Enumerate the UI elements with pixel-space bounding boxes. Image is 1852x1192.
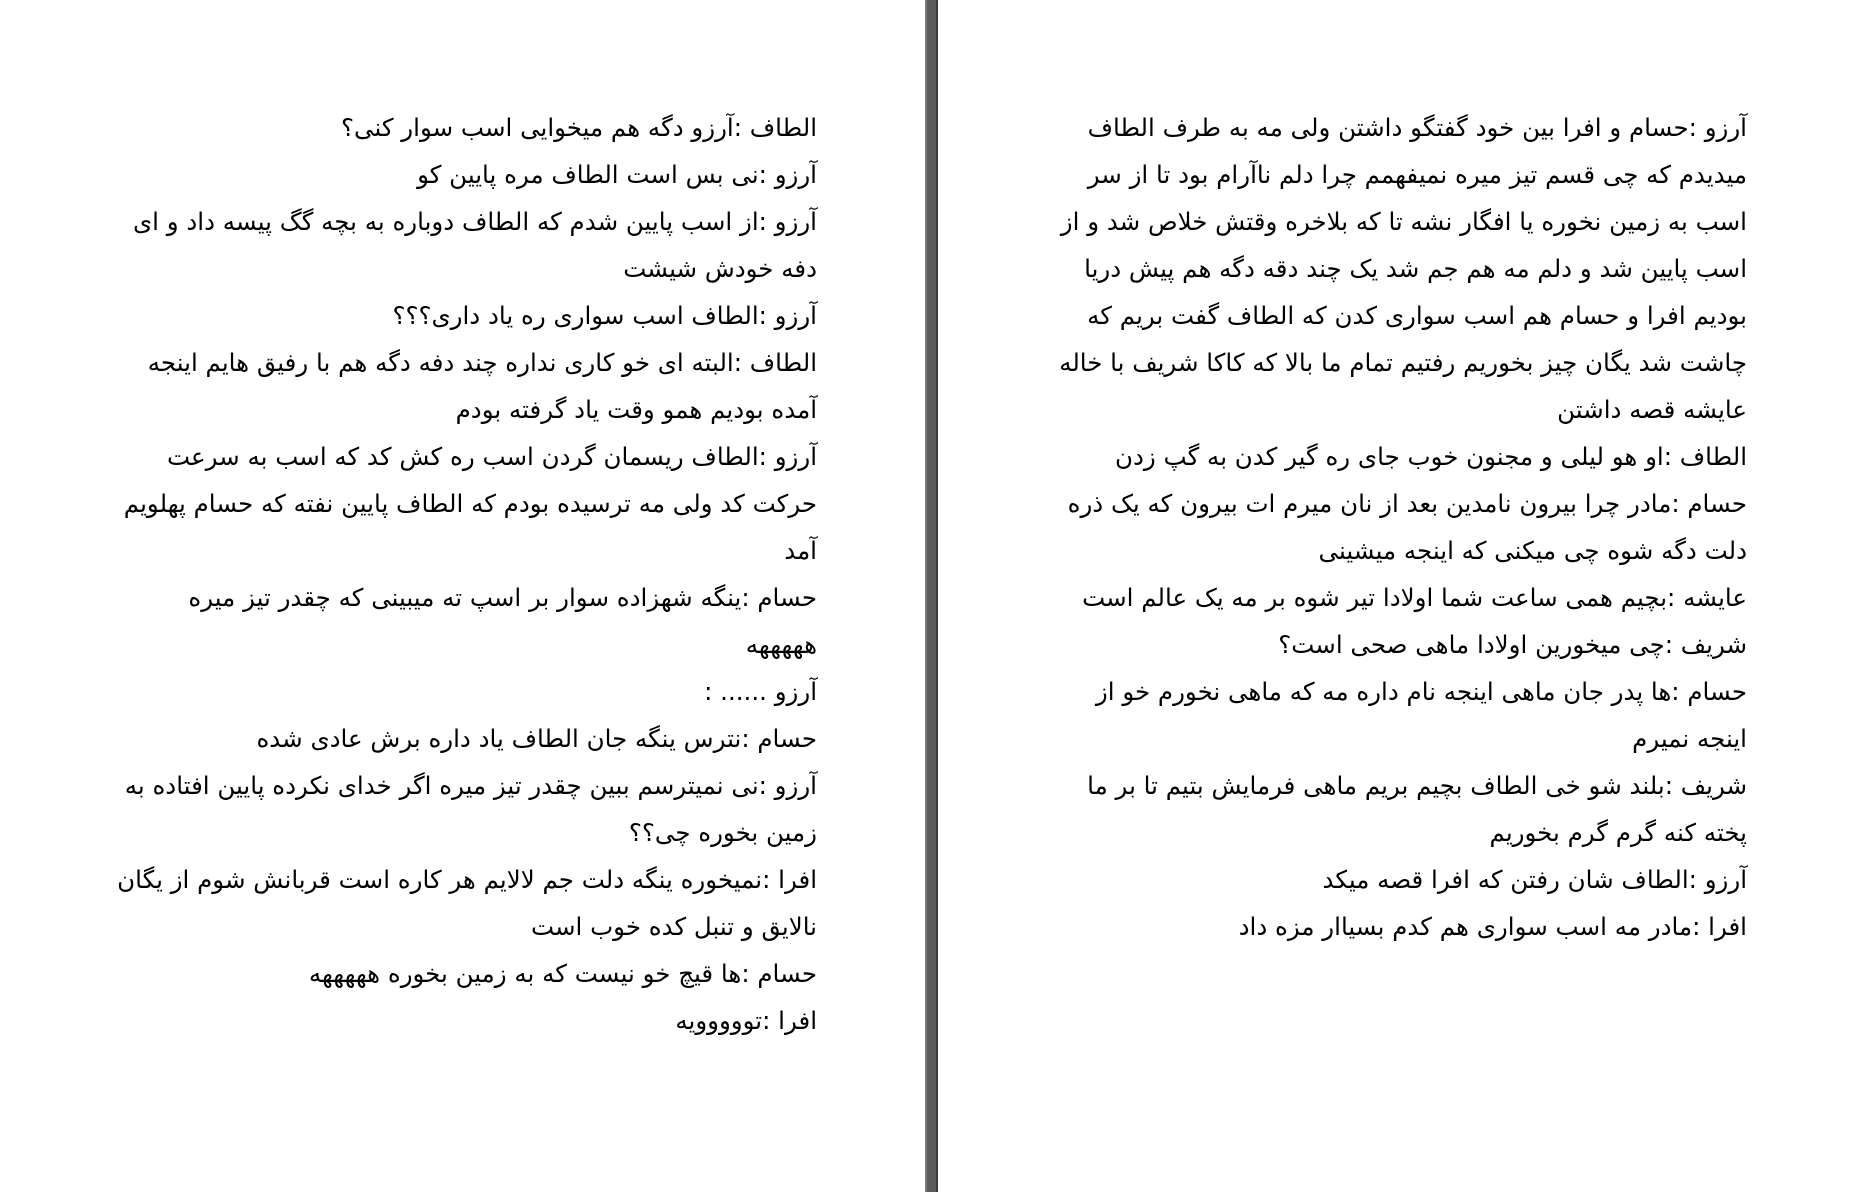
dialogue-line: آرزو :نی بس است الطاف مره پایین کو	[417, 160, 817, 189]
dialogue-line: افرا :تووووویه	[675, 1006, 817, 1035]
dialogue-line: الطاف :او هو لیلی و مجنون خوب جای ره گیر کدن به گپ زدن	[1115, 442, 1747, 471]
right-page-text	[1041, 104, 1747, 950]
dialogue-line: حسام :نترس ینگه جان الطاف یاد داره برش عادی شده	[256, 724, 817, 753]
dialogue-line: افرا :نمیخوره ینگه دلت جم لالایم هر کاره است قربانش شوم از یگان نالایق و تنبل کده خوب است	[117, 865, 817, 941]
dialogue-line: آرزو :از اسب پایین شدم که الطاف دوباره به بچه گگ پیسه داد و ای دفه خودش شیشت	[132, 207, 817, 283]
dialogue-line: الطاف :البته ای خو کاری نداره چند دفه دگه هم با رفیق هایم اینجه آمده بودیم همو وقت یاد گرفته بودم	[147, 348, 817, 424]
dialogue-line: آرزو ...... :	[704, 677, 817, 706]
dialogue-line: آرزو :الطاف ریسمان گردن اسب ره کش کد که اسب به سرعت حرکت کد ولی مه ترسیده بودم که الطاف پایین نفته که حسام پهلویم آمد	[123, 442, 817, 565]
dialogue-line: عایشه :بچیم همی ساعت شما اولادا تیر شوه بر مه یک عالم است	[1082, 583, 1747, 612]
dialogue-line: الطاف :آرزو دگه هم میخوایی اسب سوار کنی؟	[341, 113, 817, 142]
right-page	[938, 0, 1852, 1192]
dialogue-line: حسام :مادر چرا بیرون نامدین بعد از نان میرم ات بیرون که یک ذره دلت دگه شوه چی میکنی که اینجه میشینی	[1067, 489, 1747, 565]
dialogue-line: افرا :مادر مه اسب سواری هم کدم بسیاار مزه داد	[1238, 912, 1747, 941]
dialogue-line: آرزو :نی نمیترسم ببین چقدر تیز میره اگر خدای نکرده پایین افتاده به زمین بخوره چی؟؟	[124, 771, 817, 847]
dialogue-line: آرزو :الطاف شان رفتن که افرا قصه میکد	[1322, 865, 1747, 894]
dialogue-line: حسام :ها پدر جان ماهی اینجه نام داره مه که ماهی نخورم خو از اینجه نمیرم	[1095, 677, 1747, 753]
dialogue-line: شریف :بلند شو خی الطاف بچیم بریم ماهی فرمایش بتیم تا بر ما پخته کنه گرم گرم بخوریم	[1087, 771, 1747, 847]
dialogue-line: آرزو :الطاف اسب سواری ره یاد داری؟؟؟	[392, 301, 817, 330]
left-page-text	[110, 104, 817, 1044]
dialogue-line: آرزو :حسام و افرا بین خود گفتگو داشتن ولی مه به طرف الطاف میدیدم که چی قسم تیز میره نمیفهمم چرا دلم ناآرام بود تا از سر اسب به زمین نخوره یا افگار نشه تا که بلاخره وقتش خلاص شد و از اسب پایین شد و دلم مه هم جم شد یک چند دقه دگه هم پیش دریا بودیم افرا و حسام هم اسب سواری کدن که الطاف گفت بریم که چاشت شد یگان چیز بخوریم رفتیم تمام ما بالا که کاکا شریف با خاله عایشه قصه داشتن	[1059, 113, 1747, 424]
left-page	[0, 0, 925, 1192]
page-gutter-divider	[925, 0, 938, 1192]
dialogue-line: حسام :ینگه شهزاده سوار بر اسپ ته میبینی که چقدر تیز میره هههههه	[188, 583, 817, 659]
dialogue-line: شریف :چی میخورین اولادا ماهی صحی است؟	[1278, 630, 1747, 659]
dialogue-line: حسام :ها قیچ خو نیست که به زمین بخوره هههههه	[308, 959, 817, 988]
